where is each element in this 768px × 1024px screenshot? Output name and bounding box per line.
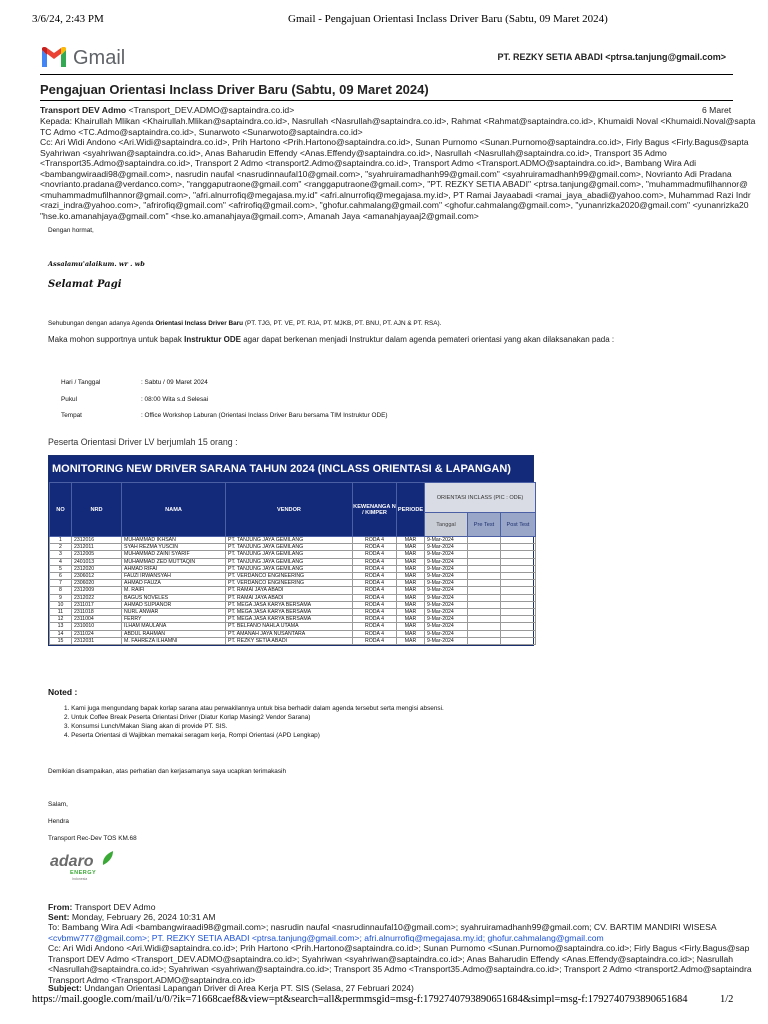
table-cell bbox=[468, 601, 501, 608]
table-cell: RODA 4 bbox=[353, 551, 397, 558]
table-cell: 9-Mar-2024 bbox=[425, 616, 468, 623]
table-cell: RODA 4 bbox=[353, 623, 397, 630]
noted-item: 3. Konsumsi Lunch/Makan Siang akan di provide PT. SIS. bbox=[64, 723, 228, 730]
table-cell: 4 bbox=[50, 558, 72, 565]
table-cell: 3 bbox=[50, 551, 72, 558]
fwd-line: <Nasrullah@saptaindra.co.id>; Syahriwan <syahriwan@saptaindra.co.id>; Transport 35 Admo <Transport35.Admo@saptaindra.co.id>; Transport 2 Admo <transport2.Admo@saptaindra bbox=[48, 964, 752, 974]
table-cell: 2 bbox=[50, 544, 72, 551]
table-cell: 2312005 bbox=[72, 551, 122, 558]
table-cell: ABDUL RAHMAN bbox=[122, 630, 226, 637]
table-row bbox=[50, 544, 536, 551]
fwd-sent: Sent: Monday, February 26, 2024 10:31 AM bbox=[48, 912, 216, 922]
adaro-wordmark: adaro bbox=[50, 853, 94, 870]
signer-dept: Transport Rec-Dev TOS KM.68 bbox=[48, 835, 137, 842]
recipient-line: TC Admo <TC.Admo@saptaindra.co.id>, Sunarwoto <Sunarwoto@saptaindra.co.id> bbox=[40, 126, 363, 137]
col-periode: PERIODE bbox=[397, 483, 425, 537]
col-kewenangan: KEWENANGA N / KIMPER bbox=[353, 483, 397, 537]
table-cell: RODA 4 bbox=[353, 565, 397, 572]
col-vendor: VENDOR bbox=[226, 483, 353, 537]
table-cell: 2311018 bbox=[72, 609, 122, 616]
fwd-line: Transport DEV Admo <Transport_DEV.ADMO@saptaindra.co.id>; Syahriwan <syahriwan@saptaindra.co.id>; Anas Baharudin Effendy <Anas.Effendy@saptaindra.co.id>; Nasrullah bbox=[48, 953, 734, 964]
table-cell: 13 bbox=[50, 623, 72, 630]
table-cell: 7 bbox=[50, 580, 72, 587]
table-cell bbox=[501, 609, 536, 616]
subject-divider bbox=[40, 100, 733, 101]
table-row bbox=[50, 637, 536, 644]
table-cell: MAR bbox=[397, 637, 425, 644]
table-cell: MAR bbox=[397, 551, 425, 558]
adaro-tagline: Indonesia bbox=[72, 877, 88, 881]
table-cell: 2310010 bbox=[72, 623, 122, 630]
table-cell bbox=[501, 587, 536, 594]
schedule-value-date: : Sabtu / 09 Maret 2024 bbox=[141, 379, 208, 386]
table-cell: MAR bbox=[397, 565, 425, 572]
table-cell: MAR bbox=[397, 630, 425, 637]
print-url: https://mail.google.com/mail/u/0/?ik=71668caef8&view=pt&search=all&permmsgid=msg-f:1792740793890651684&simpl=msg-f:1792740793890651684 bbox=[32, 994, 688, 1005]
table-cell: RODA 4 bbox=[353, 580, 397, 587]
table-cell: 2311024 bbox=[72, 630, 122, 637]
table-cell: 9-Mar-2024 bbox=[425, 544, 468, 551]
table-cell: 14 bbox=[50, 630, 72, 637]
agenda-name: Orientasi Inclass Driver Baru bbox=[155, 320, 244, 327]
table-cell: 9-Mar-2024 bbox=[425, 594, 468, 601]
table-row bbox=[50, 573, 536, 580]
table-cell: 9-Mar-2024 bbox=[425, 630, 468, 637]
table-cell: PT. VERDANCO ENGINEERING bbox=[226, 580, 353, 587]
adaro-energy-label: ENERGY bbox=[70, 870, 97, 876]
table-cell: 2401013 bbox=[72, 558, 122, 565]
table-cell: MAR bbox=[397, 616, 425, 623]
table-cell bbox=[468, 609, 501, 616]
table-cell bbox=[501, 623, 536, 630]
schedule-label-time: Pukul bbox=[61, 396, 77, 403]
table-cell bbox=[501, 544, 536, 551]
message-date: 6 Maret bbox=[702, 105, 732, 115]
table-row bbox=[50, 580, 536, 587]
table-cell: MAR bbox=[397, 558, 425, 565]
table-cell bbox=[468, 573, 501, 580]
letter-salam: Assalamu'alaikum. wr . wb bbox=[48, 260, 145, 268]
table-cell: FAUZI IRWANSYAH bbox=[122, 573, 226, 580]
table-cell: 9-Mar-2024 bbox=[425, 623, 468, 630]
schedule-value-time: : 08:00 Wita s.d Selesai bbox=[141, 396, 209, 403]
gmail-wordmark: Gmail bbox=[73, 47, 126, 69]
table-cell: RODA 4 bbox=[353, 601, 397, 608]
driver-table bbox=[49, 482, 536, 645]
noted-item: 1. Kami juga mengundang bapak korlap sarana atau perwakilannya untuk bisa berhadir dalam agenda tersebut serta mengisi absensi. bbox=[64, 705, 444, 712]
gmail-header bbox=[40, 44, 740, 74]
table-cell: MAR bbox=[397, 537, 425, 544]
table-cell bbox=[501, 537, 536, 544]
table-cell: PT. BELFANO NAHLA UTAMA bbox=[226, 623, 353, 630]
table-cell: 9 bbox=[50, 594, 72, 601]
table-cell: PT. RAMAI JAYA ABADI bbox=[226, 587, 353, 594]
table-cell: 2312020 bbox=[72, 565, 122, 572]
print-page-title: Gmail - Pengajuan Orientasi Inclass Driver Baru (Sabtu, 09 Maret 2024) bbox=[288, 13, 608, 25]
table-cell: RODA 4 bbox=[353, 594, 397, 601]
fwd-line: <cvbmw777@gmail.com>; PT. REZKY SETIA ABADI <ptrsa.tanjung@gmail.com>; afri.alnurrofiq@megajasa.my.id; ghofur.cahmalang@gmail.com bbox=[48, 932, 604, 943]
table-cell: 9-Mar-2024 bbox=[425, 573, 468, 580]
table-cell bbox=[468, 637, 501, 644]
schedule-label-place: Tempat bbox=[61, 412, 82, 419]
table-cell: 9-Mar-2024 bbox=[425, 587, 468, 594]
table-cell bbox=[501, 630, 536, 637]
table-cell: RODA 4 bbox=[353, 558, 397, 565]
schedule-value-place: : Office Workshop Laburan (Orientasi Inclass Driver Baru bersama TIM Instruktur ODE) bbox=[141, 412, 388, 419]
table-row bbox=[50, 558, 536, 565]
table-cell: 9-Mar-2024 bbox=[425, 637, 468, 644]
noted-item: 2. Untuk Coffee Break Peserta Orientasi Driver (Diatur Korlap Masing2 Vendor Sarana) bbox=[64, 714, 311, 721]
table-row bbox=[50, 609, 536, 616]
instruktur-label: Instruktur ODE bbox=[184, 335, 241, 344]
table-row bbox=[50, 587, 536, 594]
table-cell: 2312009 bbox=[72, 587, 122, 594]
table-row bbox=[50, 537, 536, 544]
table-cell: 2312031 bbox=[72, 637, 122, 644]
table-cell: 2306020 bbox=[72, 580, 122, 587]
table-cell: ILHAM MAULANA bbox=[122, 623, 226, 630]
table-cell: 9-Mar-2024 bbox=[425, 565, 468, 572]
table-cell: 2306012 bbox=[72, 573, 122, 580]
table-cell bbox=[501, 594, 536, 601]
recipient-line: <razi_indra@yahoo.com>, "afrirofiq@gmail.com" <afrirofiq@gmail.com>, "ghofur.cahmalang@gmail.com" <ghofur.cahmalang@gmail.com>, "yunanrizka2020@gmail.com" <yunanrizka20 bbox=[40, 200, 749, 210]
table-cell: MAR bbox=[397, 594, 425, 601]
table-row bbox=[50, 623, 536, 630]
table-cell bbox=[468, 580, 501, 587]
table-cell: PT. TANJUNG JAYA GEMILANG bbox=[226, 558, 353, 565]
table-cell bbox=[501, 616, 536, 623]
table-cell: PT. AMANAH JAYA NUSANTARA bbox=[226, 630, 353, 637]
table-cell: SYAH REZMA YUSCIN bbox=[122, 544, 226, 551]
closing-text: Demikian disampaikan, atas perhatian dan kerjasamanya saya ucapkan terimakasih bbox=[48, 768, 287, 775]
table-row bbox=[50, 594, 536, 601]
table-row bbox=[50, 630, 536, 637]
sender-line bbox=[40, 105, 294, 116]
table-cell: 12 bbox=[50, 616, 72, 623]
table-cell: BAGUS NOVELES bbox=[122, 594, 226, 601]
table-cell: MAR bbox=[397, 587, 425, 594]
sender-email: <Transport_DEV.ADMO@saptaindra.co.id> bbox=[128, 105, 295, 115]
table-cell bbox=[468, 558, 501, 565]
table-cell: MAR bbox=[397, 544, 425, 551]
table-cell: PT. MEGA JASA KARYA BERSAMA bbox=[226, 616, 353, 623]
table-cell: PT. REZKY SETIA ABADI bbox=[226, 637, 353, 644]
table-cell: AHMAD FAUZA bbox=[122, 580, 226, 587]
recipient-line: <bambangwiraadi98@gmail.com>, nasrudin naufal <nasrudinnaufal10@gmail.com>, "syahruiramadhanh99@gmail.com" <syahruiramadhanh99@gmail.com>, Novrianto Adi Pradana bbox=[40, 168, 732, 179]
table-cell: PT. MEGA JASA KARYA BERSAMA bbox=[226, 601, 353, 608]
noted-item: 4. Peserta Orientasi di Wajibkan memakai seragam kerja, Rompi Orientasi (APD Lengkap) bbox=[64, 732, 320, 739]
table-cell bbox=[468, 616, 501, 623]
col-nama: NAMA bbox=[122, 483, 226, 537]
table-cell: MAR bbox=[397, 601, 425, 608]
table-cell: 9-Mar-2024 bbox=[425, 551, 468, 558]
participants-count: Peserta Orientasi Driver LV berjumlah 15 orang : bbox=[48, 437, 238, 447]
recipient-line: "hse.ko.amanahjaya@gmail.com" <hse.ko.amanahjaya@gmail.com>, Amanah Jaya <amanahjayaaj2@gmail.com> bbox=[40, 210, 479, 221]
leaf-icon bbox=[101, 850, 115, 866]
table-cell bbox=[501, 637, 536, 644]
table-cell: 5 bbox=[50, 565, 72, 572]
table-cell bbox=[501, 580, 536, 587]
table-cell bbox=[501, 601, 536, 608]
monitoring-table bbox=[48, 455, 534, 646]
table-cell: RODA 4 bbox=[353, 630, 397, 637]
table-cell: MAR bbox=[397, 580, 425, 587]
table-title: MONITORING NEW DRIVER SARANA TAHUN 2024 (INCLASS ORIENTASI & LAPANGAN) bbox=[49, 456, 533, 482]
table-row bbox=[50, 565, 536, 572]
table-cell: 9-Mar-2024 bbox=[425, 580, 468, 587]
table-cell: MUHAMMAD ZED MUTTAQIN bbox=[122, 558, 226, 565]
schedule-label-date: Hari / Tanggal bbox=[61, 379, 101, 386]
fwd-recipients bbox=[48, 922, 752, 986]
table-cell: 2311017 bbox=[72, 601, 122, 608]
table-cell bbox=[468, 587, 501, 594]
letter-selamat-pagi: Selamat Pagi bbox=[48, 279, 122, 290]
closing-salam: Salam, bbox=[48, 801, 68, 808]
table-cell bbox=[468, 537, 501, 544]
table-cell: PT. VERDANCO ENGINEERING bbox=[226, 573, 353, 580]
table-cell bbox=[501, 573, 536, 580]
table-cell bbox=[468, 594, 501, 601]
table-cell: MAR bbox=[397, 623, 425, 630]
account-label: PT. REZKY SETIA ABADI <ptrsa.tanjung@gmail.com> bbox=[497, 52, 726, 62]
table-cell: 15 bbox=[50, 637, 72, 644]
table-cell: PT. TANJUNG JAYA GEMILANG bbox=[226, 544, 353, 551]
print-datetime: 3/6/24, 2:43 PM bbox=[32, 13, 104, 25]
col-tanggal: Tanggal bbox=[425, 513, 468, 537]
table-cell: 2312011 bbox=[72, 544, 122, 551]
table-cell: NURL ANWAR bbox=[122, 609, 226, 616]
table-cell bbox=[468, 544, 501, 551]
fwd-line: Transport Admo <Transport.ADMO@saptaindra.co.id> bbox=[48, 974, 256, 985]
table-cell: M. FAHREZA ILHAMNI bbox=[122, 637, 226, 644]
recipient-line: Kepada: Khairullah Mlikan <Khairullah.Mlikan@saptaindra.co.id>, Nasrullah <Nasrullah@saptaindra.co.id>, Rahmat <Rahmat@saptaindra.co.id>, Khumaidi Noval <Khumaidi.Noval@sapta bbox=[40, 116, 756, 126]
fwd-line: Cc: Ari Widi Andono <Ari.Widi@saptaindra.co.id>; Prih Hartono <Prih.Hartono@saptaindra.co.id>; Sunan Purnomo <Sunan.Purnomo@saptaindra.co.id>; Firly Bagus <Firly.Bagus@sap bbox=[48, 943, 750, 953]
table-cell: 9-Mar-2024 bbox=[425, 537, 468, 544]
print-page-number: 1/2 bbox=[720, 994, 734, 1005]
fwd-line: To: Bambang Wira Adi <bambangwiraadi98@gmail.com>; nasrudin naufal <nasrudinnaufal10@gmail.com>; syahruiramadhanh99@gmail.com; CV. BARTIM MANDIRI WISESA bbox=[48, 922, 717, 932]
letter-greeting: Dengan hormat, bbox=[48, 227, 94, 234]
signer-name: Hendra bbox=[48, 818, 69, 825]
table-cell: FERRY bbox=[122, 616, 226, 623]
table-cell: 2312016 bbox=[72, 537, 122, 544]
table-cell: 1 bbox=[50, 537, 72, 544]
col-posttest: Post Test bbox=[501, 513, 536, 537]
recipient-line: Syahriwan <syahriwan@saptaindra.co.id>, Anas Baharudin Effendy <Anas.Effendy@saptaindra.co.id>, Nasrullah <Nasrullah@saptaindra.co.id>, Transport 35 Admo bbox=[40, 147, 667, 158]
table-body bbox=[50, 537, 536, 645]
table-cell: RODA 4 bbox=[353, 616, 397, 623]
col-orientasi: ORIENTASI INCLASS (PIC : ODE) bbox=[425, 483, 536, 513]
table-cell: RODA 4 bbox=[353, 609, 397, 616]
gmail-logo-icon bbox=[40, 46, 68, 68]
table-cell: AHMAD RIFAI bbox=[122, 565, 226, 572]
letter-intro: Sehubungan dengan adanya Agenda Orientasi Inclass Driver Baru (PT. TJG, PT. VE, PT. RJA, PT. MJKB, PT. BNU, PT. AJN & PT. RSA). bbox=[48, 320, 442, 327]
table-cell: PT. TANJUNG JAYA GEMILANG bbox=[226, 537, 353, 544]
table-cell: 2311004 bbox=[72, 616, 122, 623]
table-cell: 9-Mar-2024 bbox=[425, 558, 468, 565]
recipient-line: <novrianto.pradana@verdanco.com>, "ranggaputraone@gmail.com" <ranggaputraone@gmail.com>, "PT. REZKY SETIA ABADI" <ptrsa.tanjung@gmail.com>, "muhammadmufilhannor@ bbox=[40, 179, 748, 189]
table-cell: 9-Mar-2024 bbox=[425, 609, 468, 616]
table-cell: RODA 4 bbox=[353, 544, 397, 551]
table-cell: 6 bbox=[50, 573, 72, 580]
table-cell: 9-Mar-2024 bbox=[425, 601, 468, 608]
table-cell: RODA 4 bbox=[353, 637, 397, 644]
adaro-logo bbox=[48, 850, 118, 882]
table-cell: PT. TANJUNG JAYA GEMILANG bbox=[226, 565, 353, 572]
fwd-subject: Subject: Undangan Orientasi Lapangan Driver di Area Kerja PT. SIS (Selasa, 27 Februari 2024) bbox=[48, 983, 414, 993]
table-cell: MUHAMMAD ZAINI SYARIF bbox=[122, 551, 226, 558]
table-cell: RODA 4 bbox=[353, 587, 397, 594]
col-no: NO bbox=[50, 483, 72, 537]
recipient-line: <Transport35.Admo@saptaindra.co.id>, Transport 2 Admo <transport2.Admo@saptaindra.co.id>, Transport Admo <Transport.ADMO@saptaindra.co.id>, Bambang Wira Adi bbox=[40, 158, 697, 168]
table-cell bbox=[501, 558, 536, 565]
email-subject: Pengajuan Orientasi Inclass Driver Baru (Sabtu, 09 Maret 2024) bbox=[40, 82, 429, 97]
table-cell: 2312022 bbox=[72, 594, 122, 601]
table-cell bbox=[501, 565, 536, 572]
col-nrd: NRD bbox=[72, 483, 122, 537]
table-cell: MUHAMMAD IKHSAN bbox=[122, 537, 226, 544]
table-row bbox=[50, 616, 536, 623]
noted-title: Noted : bbox=[48, 687, 78, 697]
table-row bbox=[50, 601, 536, 608]
table-cell bbox=[468, 565, 501, 572]
header-divider bbox=[40, 74, 733, 75]
table-cell: 11 bbox=[50, 609, 72, 616]
table-cell bbox=[468, 630, 501, 637]
table-cell: 10 bbox=[50, 601, 72, 608]
recipient-line: Cc: Ari Widi Andono <Ari.Widi@saptaindra.co.id>, Prih Hartono <Prih.Hartono@saptaindra.co.id>, Sunan Purnomo <Sunan.Purnomo@saptaindra.co.id>, Firly Bagus <Firly.Bagus@sapta bbox=[40, 137, 749, 147]
table-cell bbox=[501, 551, 536, 558]
table-cell: M. RAIFI bbox=[122, 587, 226, 594]
table-cell: MAR bbox=[397, 609, 425, 616]
table-cell: RODA 4 bbox=[353, 573, 397, 580]
table-cell: 8 bbox=[50, 587, 72, 594]
table-cell bbox=[468, 623, 501, 630]
table-cell: PT. MEGA JASA KARYA BERSAMA bbox=[226, 609, 353, 616]
table-cell: PT. RAMAI JAYA ABADI bbox=[226, 594, 353, 601]
table-cell: RODA 4 bbox=[353, 537, 397, 544]
letter-request: Maka mohon supportnya untuk bapak Instruktur ODE agar dapat berkenan menjadi Instruktur dalam agenda pemateri orientasi yang akan dilaksanakan pada : bbox=[48, 335, 615, 344]
table-row bbox=[50, 551, 536, 558]
col-pretest: Pre Test bbox=[468, 513, 501, 537]
sender-name: Transport DEV Admo bbox=[40, 105, 127, 115]
table-cell bbox=[468, 551, 501, 558]
table-cell: MAR bbox=[397, 573, 425, 580]
table-cell: AHMAD SUPIANOR bbox=[122, 601, 226, 608]
fwd-from: From: Transport DEV Admo bbox=[48, 902, 156, 912]
recipient-line: <muhammadmufilhannor@gmail.com>, "afri.alnurrofiq@megajasa.my.id" <afri.alnurrofiq@megajasa.my.id>, PT Ramai Jayaabadi <ramai_jaya_abadi@yahoo.com>, Muhammad Razi Indr bbox=[40, 189, 751, 200]
table-cell: PT. TANJUNG JAYA GEMILANG bbox=[226, 551, 353, 558]
recipients-block bbox=[40, 116, 756, 221]
